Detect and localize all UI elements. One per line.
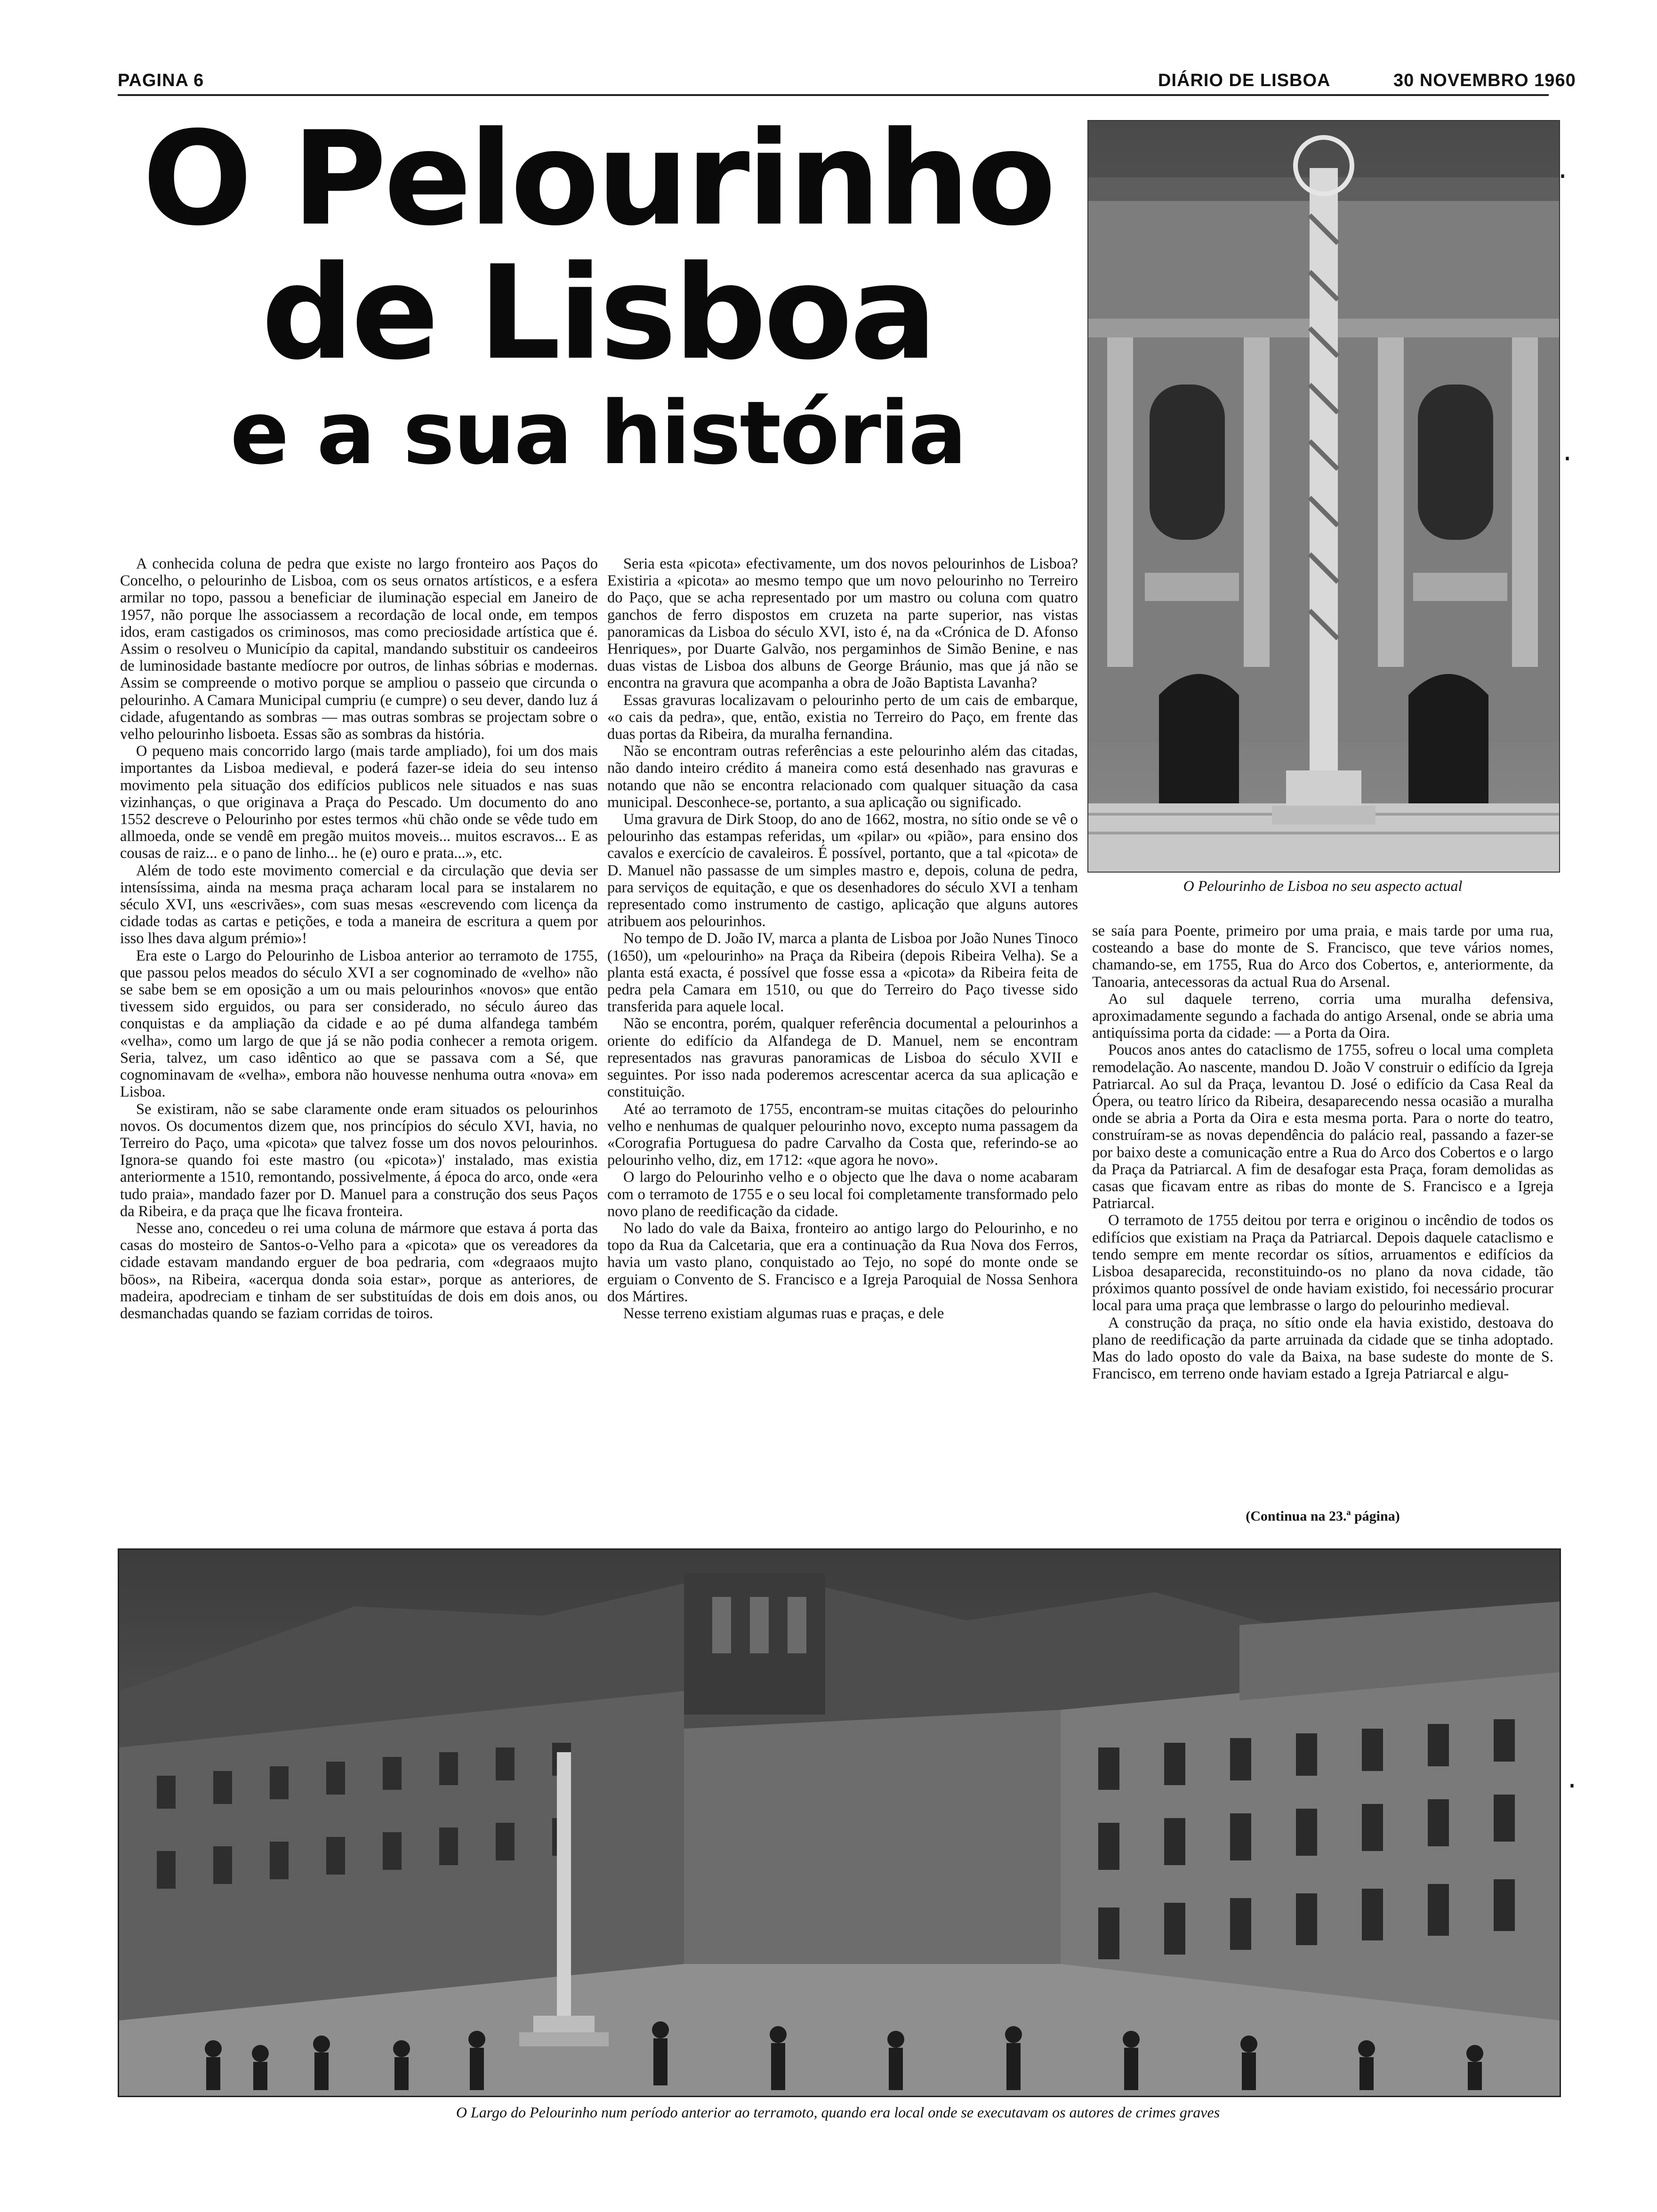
- paragraph: se saía para Poente, primeiro por uma praia, e mais tarde por uma rua, costeando a base do monte de S. Francisco, que teve vários nomes, chamando-se, em 1755, Rua do Arco dos Cobertos, e, anteriormente, da Tanoaria, antecessoras da actual Rua do Arsenal.: [1092, 922, 1553, 991]
- paragraph: O terramoto de 1755 deitou por terra e originou o incêndio de todos os edifícios que existiam na Praça da Patriarcal. Depois daquele cataclismo e tendo sempre em mente recordar os sítios, arruamentos e edifícios da Lisboa desaparecida, reconstituindo-os no plano da nova cidade, tão próximos quanto possível de onde haviam existido, foi necessário procurar local para uma praça que lembrasse o largo do pelourinho medieval.: [1092, 1212, 1553, 1314]
- article-column-3: [1092, 922, 1553, 1382]
- margin-mark: ·: [1563, 442, 1572, 475]
- paragraph: A conhecida coluna de pedra que existe no largo fronteiro aos Paços do Concelho, o pelourinho de Lisboa, com os seus ornatos artísticos, e a esfera armilar no topo, passou a beneficiar de iluminação especial em Janeiro de 1957, não porque lhe associassem a recordação de local onde, em tempos idos, eram castigados os criminosos, mas como preciosidade artística que é. Assim o resolveu o Município da capital, mandando substituir os candeeiros de luminosidade bastante medíocre por outros, de linhas sóbrias e modernas. Assim se compreende o motivo porque se ampliou o passeio que circunda o pelourinho. A Camara Municipal cumpriu (e cumpre) o seu dever, dando luz á cidade, afugentando as sombras — mas outras sombras se projectam sobre o velho pelourinho lisboeta. Essas são as sombras da história.: [120, 555, 598, 743]
- largo-engraving: [118, 1548, 1561, 2097]
- page-number: PAGINA 6: [118, 71, 204, 90]
- paragraph: Não se encontram outras referências a este pelourinho além das citadas, não dando inteiro crédito á maneira como está desenhado nas gravuras e notando que não se encontra relacionado com qualquer situação da casa municipal. Desconhece-se, portanto, a sua aplicação ou significado.: [607, 743, 1078, 811]
- margin-mark: ·: [1558, 160, 1568, 193]
- margin-mark: ·: [1568, 1770, 1577, 1803]
- paragraph: Além de todo este movimento comercial e da circulação que devia ser intensíssima, ainda na mesma praça acharam local para se instalarem no século XVI, uns «escrivães», com suas mesas «escrevendo com licença da cidade todas as cartas e petições, e toda a maneira de escritura a quem por isso lhes dava algum prémio»!: [120, 862, 598, 947]
- article-column-1: [120, 555, 598, 1322]
- headline-line-3: e a sua história: [230, 382, 966, 484]
- pelourinho-photo: [1087, 120, 1560, 873]
- pelourinho-photo-drawing: [1088, 121, 1559, 872]
- photo2-caption: O Largo do Pelourinho num período anterior ao terramoto, quando era local onde se executavam os autores de crimes graves: [456, 2104, 1220, 2121]
- header-rule: [118, 94, 1549, 96]
- continuation-note: (Continua na 23.ª página): [1246, 1508, 1400, 1524]
- paragraph: Até ao terramoto de 1755, encontram-se muitas citações do pelourinho velho e nenhumas de qualquer pelourinho novo, excepto numa passagem da «Corografia Portuguesa do padre Carvalho da Costa que, referindo-se ao pelourinho velho, diz, em 1712: «que agora he novo».: [607, 1100, 1078, 1169]
- paragraph: O largo do Pelourinho velho e o objecto que lhe dava o nome acabaram com o terramoto de 1755 e o seu local foi completamente transformado pelo novo plano de reedificação da cidade.: [607, 1169, 1078, 1220]
- headline-line-1: O Pelourinho: [142, 104, 1054, 254]
- paragraph: Se existiram, não se sabe claramente onde eram situados os pelourinhos novos. Os documentos dizem que, nos princípios do século XVI, havia, no Terreiro do Paço, uma «picota» que talvez fosse um dos novos pelourinhos. Ignora-se quando foi este mastro (ou «picota»)' instalado, mas existia anteriormente a 1510, remontando, possivelmente, á época do arco, onde «era tudo praia», mandado fazer por D. Manuel para a construção dos seus Paços da Ribeira, e da praça que lhe ficava fronteira.: [120, 1100, 598, 1220]
- headline-line-2: de Lisboa: [261, 238, 934, 388]
- paragraph: Não se encontra, porém, qualquer referência documental a pelourinhos a oriente do edifício da Alfandega de D. Manuel, nem se encontram representados nas gravuras panoramicas de Lisboa do século XVII e seguintes. Por isso nada poderemos acrescentar acerca da sua aplicação e constituição.: [607, 1015, 1078, 1101]
- paragraph: Poucos anos antes do cataclismo de 1755, sofreu o local uma completa remodelação. Ao nascente, mandou D. João V construir o edifício da Igreja Patriarcal. Ao sul da Praça, levantou D. José o edifício da Casa Real da Ópera, ou teatro lírico da Ribeira, desaparecendo nessa ocasião a muralha onde se abria a Porta da Oira e esta mesma porta. Para o norte do teatro, construíram-se as novas dependência do palácio real, passando a fazer-se por baixo deste a comunicação entre a Rua do Arco dos Cobertos e o largo da Praça da Patriarcal. A fim de desafogar esta Praça, foram demolidas as casas que ficavam entre as ribas do monte de S. Francisco e a Igreja Patriarcal.: [1092, 1042, 1553, 1212]
- paragraph: Ao sul daquele terreno, corria uma muralha defensiva, aproximadamente segundo a fachada do antigo Arsenal, onde se abria uma antiquíssima porta da cidade: — a Porta da Oira.: [1092, 990, 1553, 1042]
- largo-engraving-drawing: [119, 1550, 1560, 2096]
- paragraph: Uma gravura de Dirk Stoop, do ano de 1662, mostra, no sítio onde se vê o pelourinho das estampas referidas, um «pilar» ou «pião», para ensino dos cavalos e exercício de cavaleiros. É possível, portanto, que a tal «picota» de D. Manuel não passasse de um simples mastro e, depois, coluna de pedra, para serviços de equitação, e que os desenhadores do século XVI a tenham representado como instrumento de castigo, aplicação que alguns autores atribuem aos pelourinhos.: [607, 811, 1078, 930]
- paragraph: O pequeno mais concorrido largo (mais tarde ampliado), foi um dos mais importantes da Lisboa medieval, e poderá fazer-se ideia do seu intenso movimento pela situação dos edifícios publicos nele situados e nas suas vizinhanças, o que originava a Praça do Pescado. Um documento do ano 1552 descreve o Pelourinho por estes termos «hü chão onde se vêde tudo em allmoeda, onde se vendê em pregão muitos moveis... muitos escravos... E as cousas de raiz... e o pano de linho... he (e) ouro e prata...», etc.: [120, 743, 598, 862]
- paragraph: Essas gravuras localizavam o pelourinho perto de um cais de embarque, «o cais da pedra», que, então, existia no Terreiro do Paço, em frente das duas portas da Ribeira, da muralha fernandina.: [607, 691, 1078, 743]
- article-column-2: [607, 555, 1078, 1322]
- paragraph: No lado do vale da Baixa, fronteiro ao antigo largo do Pelourinho, e no topo da Rua da Calcetaria, que era a continuação da Rua Nova dos Ferros, havia um vasto plano, conquistado ao Tejo, no sopé do monte onde se erguiam o Convento de S. Francisco e a Igreja Paroquial de Nossa Senhora dos Mártires.: [607, 1219, 1078, 1305]
- newspaper-name: DIÁRIO DE LISBOA: [1158, 71, 1331, 90]
- paragraph: Seria esta «picota» efectivamente, um dos novos pelourinhos de Lisboa? Existiria a «picota» ao mesmo tempo que um novo pelourinho no Terreiro do Paço, que se acha representado por um mastro ou coluna com quatro ganchos de ferro dispostos em cruzeta na parte superior, nas vistas panoramicas da Lisboa do século XVI, isto é, na da «Crónica de D. Afonso Henriques», por Duarte Galvão, nos pergaminhos de Simão Benine, e nas duas vistas de Lisboa dos albuns de George Bráunio, mas que já não se encontra na gravura que acompanha a obra de João Baptista Lavanha?: [607, 555, 1078, 692]
- photo1-caption: O Pelourinho de Lisboa no seu aspecto actual: [1183, 877, 1463, 894]
- paragraph: Era este o Largo do Pelourinho de Lisboa anterior ao terramoto de 1755, que passou pelos meados do século XVI a ser cognominado de «velho» não se sabe bem se em oposição a um ou mais pelourinhos «novos» que então tivessem sido erguidos, ou para ser considerado, no século áureo das conquistas e da ampliação da cidade e ao pé duma alfandega também «velha», como um largo de que já se não podia conhecer a remota origem. Seria, talvez, um caso idêntico ao que se passava com a Sé, que cognominavam de «velha», embora não houvesse nenhuma outra «nova» em Lisboa.: [120, 947, 598, 1101]
- paragraph: Nesse terreno existiam algumas ruas e praças, e dele: [623, 1305, 944, 1322]
- paragraph: Nesse ano, concedeu o rei uma coluna de mármore que estava á porta das casas do mosteiro de Santos-o-Velho para a «picota» que os vereadores da cidade estavam mandando erguer de boa pedraria, com «degraaos mujto bōos», na Ribeira, «acerqua donda soia estar», porque as anteriores, de madeira, apodreciam e tinham de ser substituídas de dois em dois anos, ou desmanchadas quando se faziam corridas de toiros.: [120, 1219, 598, 1322]
- paragraph: A construção da praça, no sítio onde ela havia existido, destoava do plano de reedificação da parte arruinada da cidade que se tinha adoptado. Mas do lado oposto do vale da Baixa, na base sudeste do monte de S. Francisco, em terreno onde haviam estado a Igreja Patriarcal e algu-: [1092, 1314, 1553, 1383]
- issue-date: 30 NOVEMBRO 1960: [1393, 71, 1576, 90]
- paragraph: No tempo de D. João IV, marca a planta de Lisboa por João Nunes Tinoco (1650), um «pelourinho» na Praça da Ribeira (depois Ribeira Velha). Se a planta está exacta, é possível que fosse essa a «picota» da Ribeira feita de pedra pela Camara em 1510, ou que do Terreiro do Paço tivesse sido transferida para aquele local.: [607, 930, 1078, 1016]
